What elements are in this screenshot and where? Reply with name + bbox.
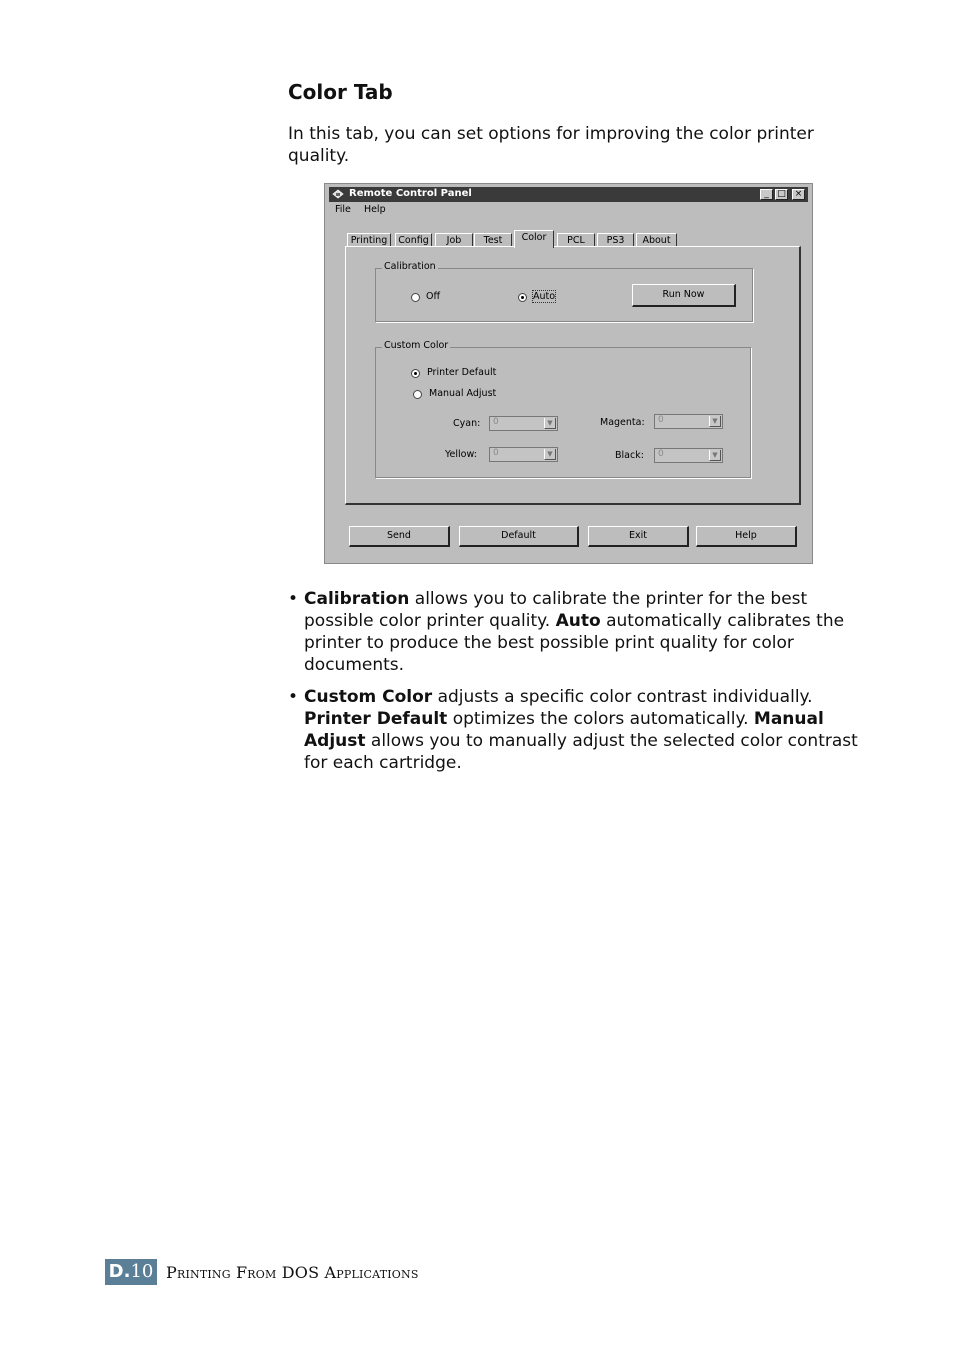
bullet-dot: •	[288, 687, 299, 707]
black-select[interactable]	[654, 448, 723, 463]
calibration-auto-label: Auto	[533, 291, 556, 302]
yellow-label: Yellow:	[445, 449, 477, 460]
window-title: Remote Control Panel	[349, 188, 472, 199]
cyan-select[interactable]	[489, 416, 558, 431]
remote-control-panel-window	[324, 183, 813, 564]
custom-color-group-title: Custom Color	[384, 340, 449, 351]
yellow-value: 0	[493, 448, 499, 458]
tab-config[interactable]: Config	[395, 233, 432, 247]
bullet-dot: •	[288, 589, 299, 609]
chevron-down-icon: ▼	[544, 449, 556, 460]
calibration-off-radio[interactable]	[411, 293, 420, 302]
bullet-list	[288, 588, 858, 784]
magenta-label: Magenta:	[600, 417, 645, 428]
custom-color-text-1: adjusts a specific color contrast individually.	[432, 687, 813, 707]
tab-color[interactable]: Color	[514, 230, 554, 248]
manual-adjust-radio[interactable]	[413, 390, 422, 399]
bullet-calibration	[288, 588, 858, 676]
auto-term: Auto	[555, 611, 601, 631]
custom-color-text-3: allows you to manually adjust the selected color contrast for each cartridge.	[304, 731, 858, 773]
printer-default-term: Printer Default	[304, 709, 448, 729]
chevron-down-icon: ▼	[544, 418, 556, 429]
calibration-text-1: allows you to calibrate the printer for the best possible color printer quality.	[304, 589, 808, 631]
yellow-select[interactable]	[489, 447, 558, 462]
maximize-button[interactable]: □	[775, 189, 788, 200]
chevron-down-icon: ▼	[709, 416, 721, 427]
tab-pcl[interactable]: PCL	[557, 233, 595, 247]
intro-paragraph: In this tab, you can set options for improving the color printer quality.	[288, 124, 814, 166]
cyan-value: 0	[493, 417, 499, 427]
page-number: 10	[130, 1261, 154, 1282]
tab-test[interactable]: Test	[474, 233, 512, 247]
tab-printing[interactable]: Printing	[347, 233, 391, 247]
exit-button[interactable]: Exit	[588, 526, 689, 547]
run-now-button[interactable]: Run Now	[632, 284, 736, 307]
section-heading: Color Tab	[288, 80, 393, 104]
magenta-select[interactable]	[654, 414, 723, 429]
chevron-down-icon: ▼	[709, 450, 721, 461]
send-button[interactable]: Send	[349, 526, 450, 547]
printer-default-radio[interactable]	[411, 369, 420, 378]
calibration-term: Calibration	[304, 589, 410, 609]
window-titlebar	[329, 187, 808, 202]
calibration-text-2: automatically calibrates the printer to produce the best possible print quality for color documents.	[304, 611, 845, 675]
chapter-title: Printing From DOS Applications	[166, 1263, 419, 1282]
minimize-button[interactable]: _	[760, 189, 773, 200]
default-button[interactable]: Default	[459, 526, 579, 547]
bullet-custom-color	[288, 686, 858, 774]
custom-color-group	[375, 340, 751, 478]
custom-color-text-2: optimizes the colors automatically.	[447, 709, 754, 729]
close-button[interactable]: ×	[792, 189, 805, 200]
black-label: Black:	[615, 450, 644, 461]
page-prefix: D.	[108, 1261, 131, 1282]
menu-file[interactable]: File	[335, 204, 351, 215]
calibration-off-label: Off	[426, 291, 441, 302]
tab-job[interactable]: Job	[435, 233, 473, 247]
menu-help[interactable]: Help	[363, 204, 386, 215]
magenta-value: 0	[658, 415, 664, 425]
printer-default-label: Printer Default	[427, 367, 497, 378]
calibration-group-title: Calibration	[384, 261, 436, 272]
tab-about[interactable]: About	[636, 233, 677, 247]
help-button[interactable]: Help	[696, 526, 797, 547]
manual-adjust-term: Manual Adjust	[304, 709, 824, 751]
tab-ps3[interactable]: PS3	[597, 233, 634, 247]
cyan-label: Cyan:	[453, 418, 481, 429]
custom-color-term: Custom Color	[304, 687, 433, 707]
calibration-auto-radio[interactable]	[518, 293, 527, 302]
calibration-group	[375, 261, 753, 322]
printer-app-icon	[332, 189, 344, 200]
manual-adjust-label: Manual Adjust	[429, 388, 497, 399]
menubar	[335, 204, 396, 215]
page-number-tag	[105, 1259, 157, 1285]
black-value: 0	[658, 449, 664, 459]
